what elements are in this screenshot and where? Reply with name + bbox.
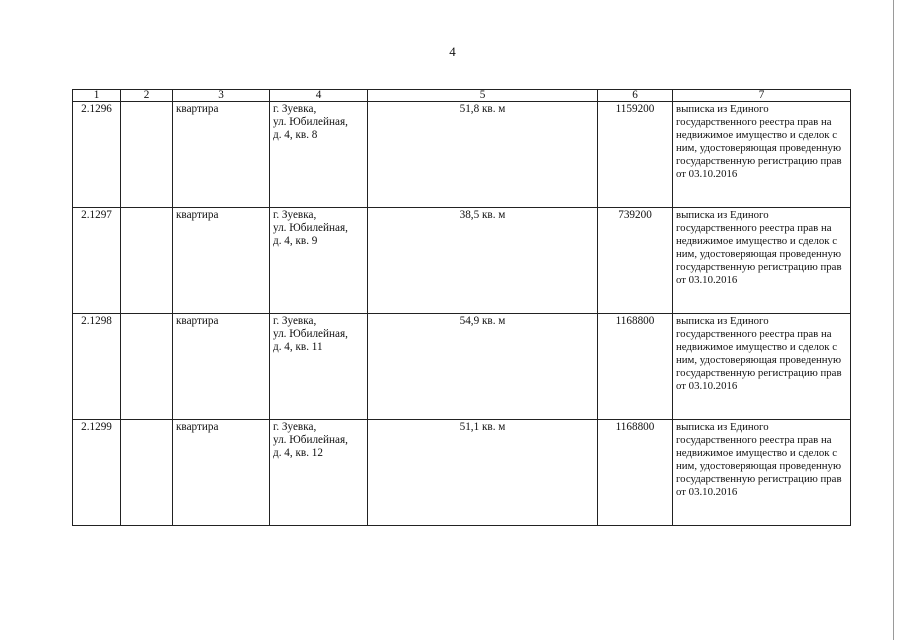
address-city: г. Зуевка, [273, 209, 317, 221]
property-type: квартира [173, 314, 270, 420]
basis-document: выписка из Единого государственного реестра прав на недвижимое имущество и сделок с ним, удостоверяющая проведенную государственную регистрацию прав от 03.10.2016 [673, 208, 851, 314]
column-header-7: 7 [673, 90, 851, 102]
address-street: ул. Юбилейная, [273, 434, 348, 446]
address-street: ул. Юбилейная, [273, 116, 348, 128]
table-header-row [73, 90, 851, 102]
table-row [73, 314, 851, 420]
record-number: 2.1298 [73, 314, 121, 420]
table-row [73, 208, 851, 314]
address-house: д. 4, кв. 9 [273, 235, 318, 247]
address-street: ул. Юбилейная, [273, 328, 348, 340]
property-area: 38,5 кв. м [368, 208, 598, 314]
column-header-5: 5 [368, 90, 598, 102]
property-value: 739200 [598, 208, 673, 314]
address-house: д. 4, кв. 12 [273, 447, 323, 459]
property-area: 51,8 кв. м [368, 102, 598, 208]
column-2-cell [121, 102, 173, 208]
property-address [270, 102, 368, 208]
table-row [73, 420, 851, 526]
column-2-cell [121, 420, 173, 526]
property-table [72, 89, 851, 526]
column-2-cell [121, 314, 173, 420]
record-number: 2.1299 [73, 420, 121, 526]
column-2-cell [121, 208, 173, 314]
column-header-6: 6 [598, 90, 673, 102]
basis-document: выписка из Единого государственного реестра прав на недвижимое имущество и сделок с ним, удостоверяющая проведенную государственную регистрацию прав от 03.10.2016 [673, 314, 851, 420]
property-address [270, 420, 368, 526]
property-value: 1168800 [598, 420, 673, 526]
address-house: д. 4, кв. 8 [273, 129, 318, 141]
basis-document: выписка из Единого государственного реестра прав на недвижимое имущество и сделок с ним, удостоверяющая проведенную государственную регистрацию прав от 03.10.2016 [673, 420, 851, 526]
address-city: г. Зуевка, [273, 315, 317, 327]
property-type: квартира [173, 208, 270, 314]
property-address [270, 314, 368, 420]
column-header-3: 3 [173, 90, 270, 102]
property-value: 1168800 [598, 314, 673, 420]
address-street: ул. Юбилейная, [273, 222, 348, 234]
page-number: 4 [449, 44, 456, 59]
scan-edge-line [893, 0, 894, 640]
address-city: г. Зуевка, [273, 421, 317, 433]
table-row [73, 102, 851, 208]
property-type: квартира [173, 102, 270, 208]
record-number: 2.1297 [73, 208, 121, 314]
property-area: 54,9 кв. м [368, 314, 598, 420]
basis-document: выписка из Единого государственного реестра прав на недвижимое имущество и сделок с ним, удостоверяющая проведенную государственную регистрацию прав от 03.10.2016 [673, 102, 851, 208]
column-header-2: 2 [121, 90, 173, 102]
address-house: д. 4, кв. 11 [273, 341, 323, 353]
property-area: 51,1 кв. м [368, 420, 598, 526]
address-city: г. Зуевка, [273, 103, 317, 115]
column-header-1: 1 [73, 90, 121, 102]
property-address [270, 208, 368, 314]
record-number: 2.1296 [73, 102, 121, 208]
property-value: 1159200 [598, 102, 673, 208]
property-type: квартира [173, 420, 270, 526]
column-header-4: 4 [270, 90, 368, 102]
